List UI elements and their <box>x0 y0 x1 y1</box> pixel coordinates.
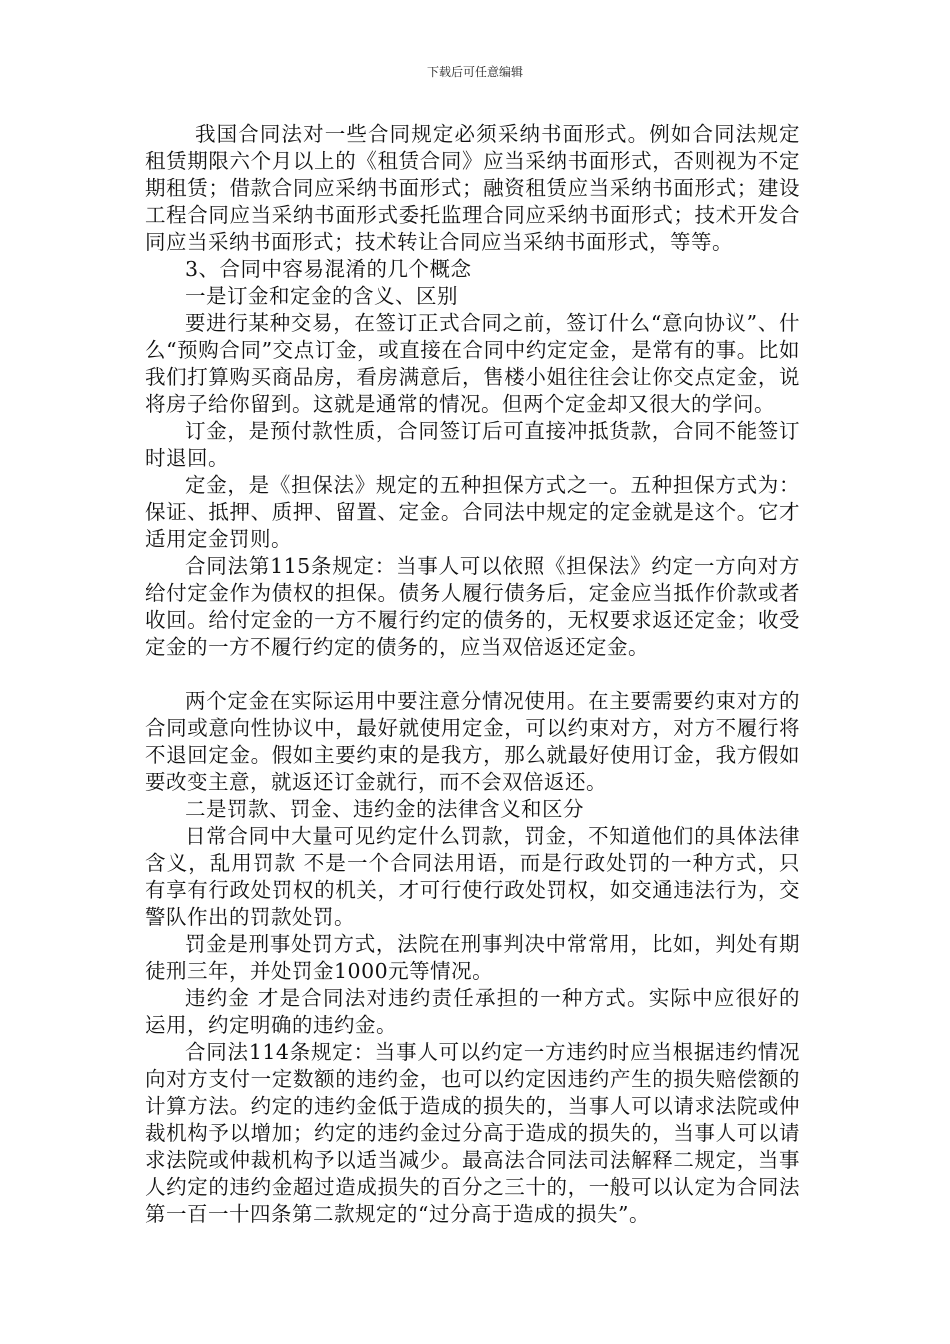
page-header: 下载后可任意编辑 <box>426 65 523 79</box>
paragraph-liquidated-damages: 违约金 才是合同法对违约责任承担的一种方式。实际中应很好的运用，约定明确的违约金。 <box>145 986 800 1037</box>
subheading-penalties: 二是罚款、罚金、违约金的法律含义和区分 <box>185 797 584 821</box>
paragraph-earnest-money: 定金，是《担保法》规定的五种担保方式之一。五种担保方式为：保证、抵押、质押、留置、定金。合同法中规定的定金就是这个。它才适用定金罚则。 <box>145 473 800 551</box>
paragraph-advance-payment: 订金，是预付款性质，合同签订后可直接冲抵货款，合同不能签订时退回。 <box>145 419 800 470</box>
paragraph-fines: 日常合同中大量可见约定什么罚款，罚金，不知道他们的具体法律含义，乱用罚款 不是一个合同法用语，而是行政处罚的一种方式，只有享有行政处罚权的机关，才可行使行政处罚权，如交通违法行为，交警队作出的罚款处罚。 <box>145 824 800 929</box>
subheading-deposit: 一是订金和定金的含义、区别 <box>185 284 458 308</box>
section-heading-concepts: 3、合同中容易混淆的几个概念 <box>185 257 472 281</box>
paragraph-deposit-usage: 两个定金在实际运用中要注意分情况使用。在主要需要约束对方的合同或意向性协议中，最好就使用定金，可以约束对方，对方不履行将不退回定金。假如主要约束的是我方，那么就最好使用订金，我方假如要改变主意，就返还订金就行，而不会双倍返还。 <box>145 689 800 794</box>
paragraph-criminal-fine: 罚金是刑事处罚方式，法院在刑事判决中常常用，比如，判处有期徒刑三年，并处罚金1000元等情况。 <box>145 932 800 983</box>
paragraph-written-form: 我国合同法对一些合同规定必须采纳书面形式。例如合同法规定租赁期限六个月以上的《租赁合同》应当采纳书面形式，否则视为不定期租赁；借款合同应采纳书面形式；融资租赁应当采纳书面形式；建设工程合同应当采纳书面形式委托监理合同应采纳书面形式；技术开发合同应当采纳书面形式；技术转让合同应当采纳书面形式，等等。 <box>145 122 800 254</box>
paragraph-deposit-intro: 要进行某种交易，在签订正式合同之前，签订什么“意向协议”、什么“预购合同”交点订金，或直接在合同中约定定金，是常有的事。比如我们打算购买商品房，看房满意后，售楼小姐往往会让你交点定金，说将房子给你留到。这就是通常的情况。但两个定金却又很大的学问。 <box>145 311 800 416</box>
paragraph-spacer <box>145 661 800 688</box>
paragraph-article-115: 合同法第115条规定：当事人可以依照《担保法》约定一方向对方给付定金作为债权的担保。债务人履行债务后，定金应当抵作价款或者收回。给付定金的一方不履行约定的债务的，无权要求返还定金；收受定金的一方不履行约定的债务的，应当双倍返还定金。 <box>145 554 800 659</box>
document-body <box>145 121 800 1228</box>
paragraph-article-114: 合同法114条规定：当事人可以约定一方违约时应当根据违约情况向对方支付一定数额的违约金，也可以约定因违约产生的损失赔偿额的计算方法。约定的违约金低于造成的损失的，当事人可以请求法院或仲裁机构予以增加；约定的违约金过分高于造成的损失的，当事人可以请求法院或仲裁机构予以适当减少。最高法合同法司法解释二规定，当事人约定的违约金超过造成损失的百分之三十的，一般可以认定为合同法第一百一十四条第二款规定的“过分高于造成的损失”。 <box>145 1040 800 1226</box>
